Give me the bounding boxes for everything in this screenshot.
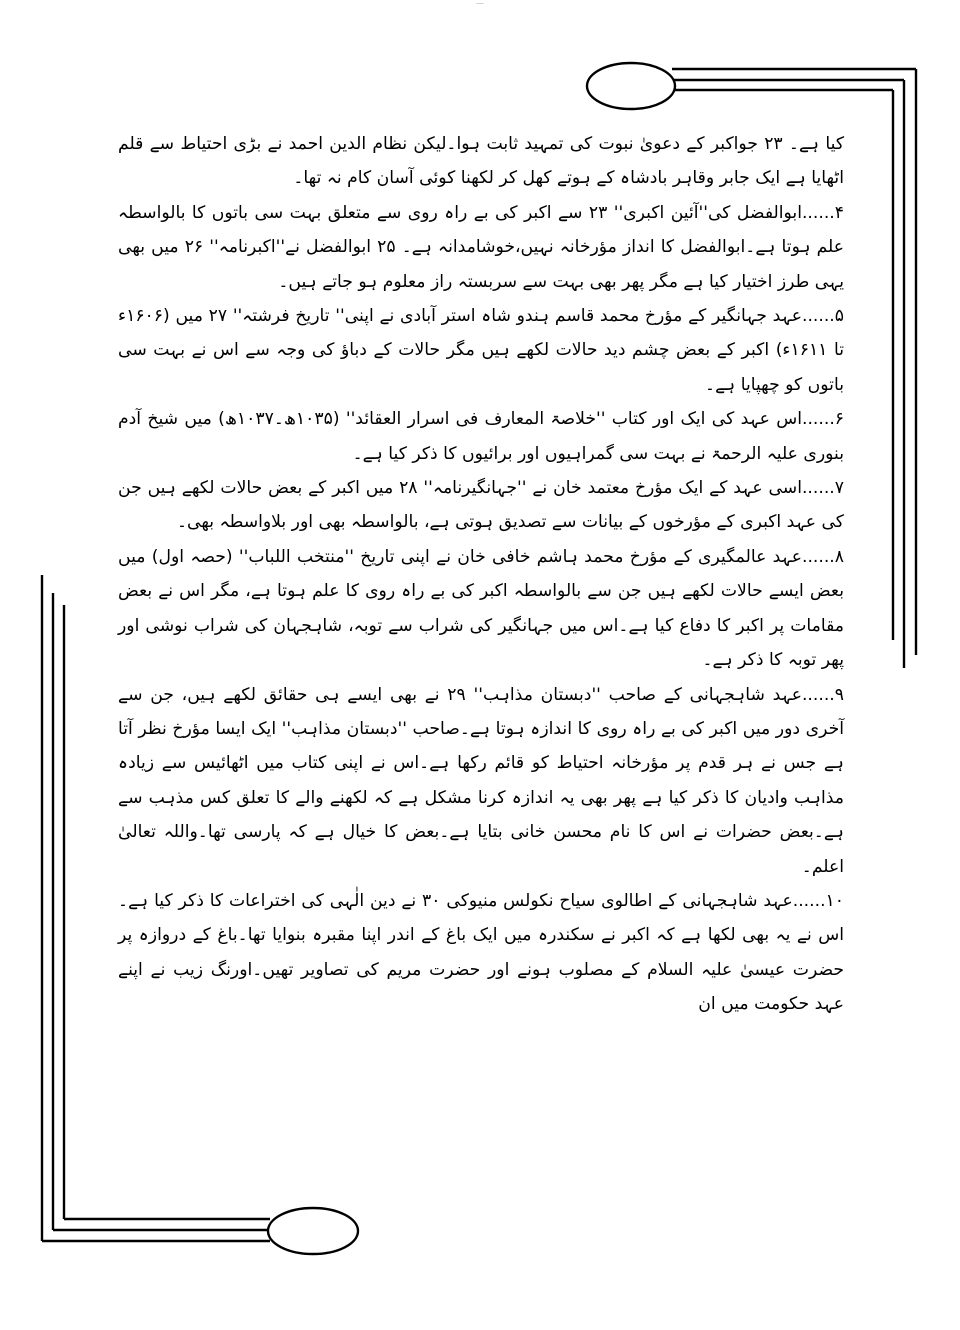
paragraph-10: ۱۰......عہد شاہجہانی کے اطالوی سیاح نکولس منیوکی ۳۰ نے دین الٰہی کی اختراعات کا ذکر کیا ہے۔اس نے یہ بھی لکھا ہے کہ اکبر نے سکندرہ میں ایک باغ کے اندر اپنا مقبرہ بنوایا تھا۔باغ کے دروازہ پر حضرت عیسیٰ علیہ السلام کے مصلوب ہونے اور حضرت مریم کی تصاویر تھیں۔اورنگ زیب نے اپنے عہد حکومت میں ان	[118, 890, 845, 1015]
paragraph-9: ۹......عہد شاہجہانی کے صاحب ''دبستان مذاہب'' ۲۹ نے بھی ایسے ہی حقائق لکھے ہیں، جن سے آخری دور میں اکبر کی بے راہ روی کا اندازہ ہوتا ہے۔صاحب ''دبستان مذاہب'' ایک ایسا مؤرخ نظر آتا ہے جس نے ہر قدم پر مؤرخانہ احتیاط کو قائم رکھا ہے۔اس نے اپنی کتاب میں اٹھائیس سے زیادہ مذاہب وادیان کا ذکر کیا ہے پھر بھی یہ اندازہ کرنا مشکل ہے کہ لکھنے والے کا تعلق کس مذہب سے ہے۔بعض حضرات نے اس کا نام محسن خانی بتایا ہے۔بعض کا خیال ہے کہ پارسی تھا۔واللہ تعالیٰ اعلم۔	[118, 684, 844, 877]
paragraph-3-end: کیا ہے۔ ۲۳ جواکبر کے دعویٰ نبوت کی تمہید ثابت ہوا۔لیکن نظام الدین احمد نے بڑی احتیاط سے قلم اٹھایا ہے ایک جابر وقاہر بادشاہ کے ہوتے کھل کر لکھنا کوئی آسان کام نہ تھا۔	[118, 134, 845, 189]
paragraph-8: ۸......عہد عالمگیری کے مؤرخ محمد ہاشم خافی خان نے اپنی تاریخ ''منتخب اللباب'' (حصہ اول) میں بعض ایسے حالات لکھے ہیں جن سے بالواسطہ اکبر کی بے راہ روی کا علم ہوتا ہے، مگر اس نے بعض مقامات پر اکبر کا دفاع کیا ہے۔اس میں جہانگیر کی شراب سے توبہ، شاہجہان کی شراب نوشی اور پھر توبہ کا ذکر ہے۔	[118, 546, 844, 671]
top-ornament-ellipse	[587, 63, 675, 109]
paragraph-7: ۷......اسی عہد کے ایک مؤرخ معتمد خان نے ''جہانگیرنامہ'' ۲۸ میں اکبر کے بعض حالات لکھے ہیں جن کی عہد اکبری کے مؤرخوں کے بیانات سے تصدیق ہوتی ہے، بالواسطہ بھی اور بلاواسطہ بھی۔	[118, 478, 844, 533]
paragraph-4: ۴......ابوالفضل کی''آئین اکبری'' ۲۳ سے اکبر کی بے راہ روی سے متعلق بہت سی باتوں کا بالواسطہ علم ہوتا ہے۔ابوالفضل کا انداز مؤرخانہ نہیں،خوشامدانہ ہے۔ ۲۵ ابوالفضل نے''اکبرنامہ'' ۲۶ میں بھی یہی طرز اختیار کیا ہے مگر پھر بھی بہت سے سربستہ راز معلوم ہو جاتے ہیں۔	[118, 202, 844, 292]
paragraph-5: ۵......عہد جہانگیر کے مؤرخ محمد قاسم ہندو شاہ استر آبادی نے اپنی'' تاریخ فرشتہ'' ۲۷ میں (۱۶۰۶ء تا ۱۶۱۱ء) اکبر کے بعض چشم دید حالات لکھے ہیں مگر حالات کے دباؤ کی وجہ سے اس نے بہت سی باتوں کو چھپایا ہے۔	[118, 306, 845, 395]
top-page-mark: ....	[476, 0, 484, 6]
bottom-ornament-ellipse	[268, 1208, 358, 1254]
paragraph-6: ۶......اس عہد کی ایک اور کتاب ''خلاصۃ المعارف فی اسرار العقائد'' (۱۰۳۵ھ۔۱۰۳۷ھ) میں شیخ آدم بنوری علیہ الرحمۃ نے بہت سی گمراہیوں اور برائیوں کا ذکر کیا ہے۔	[118, 409, 845, 464]
body-text	[118, 127, 844, 1022]
